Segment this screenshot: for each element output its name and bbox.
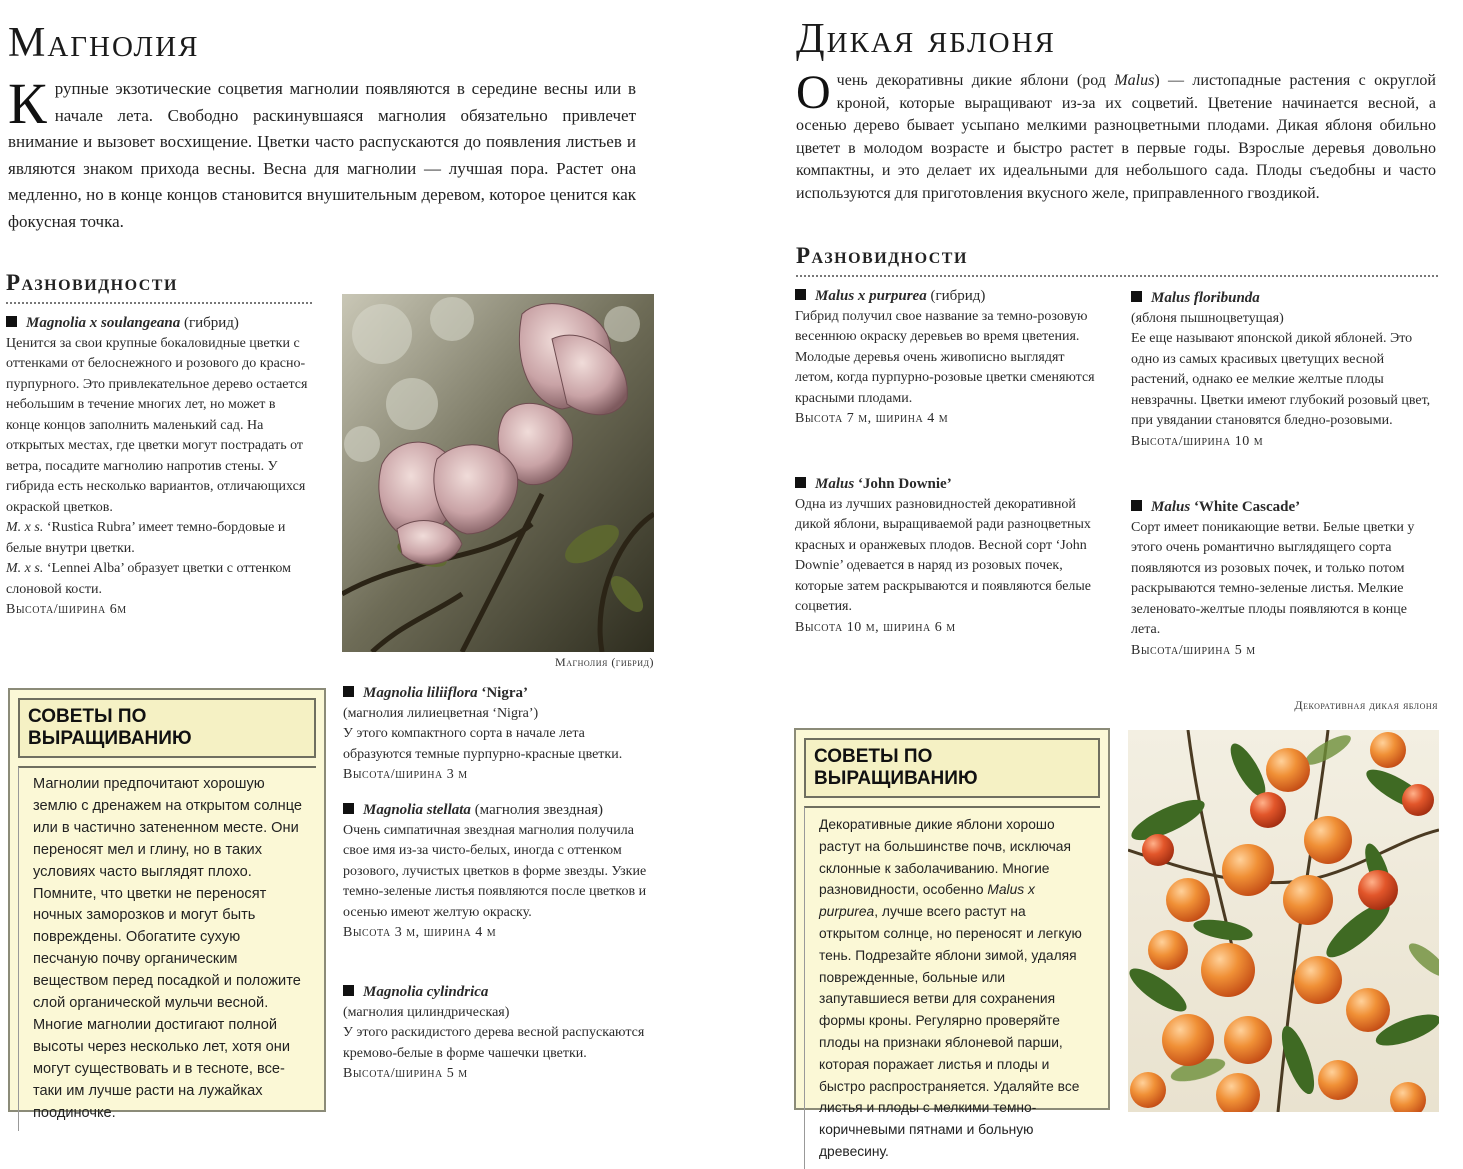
magnolia-intro [8, 71, 636, 235]
latin-name: Magnolia cylindrica [363, 984, 489, 1000]
photo-caption: Декоративная дикая яблоня [1294, 698, 1438, 712]
variety-magnolia-liliiflora [343, 683, 648, 786]
variety-malus-white-cascade [1131, 497, 1437, 661]
variety-note: (магнолия лилиецветная ‘Nigra’) [343, 705, 539, 721]
variety-size: Высота/ширина 6м [6, 602, 127, 617]
variety-header [343, 982, 648, 1003]
variety-header [1131, 497, 1437, 518]
variety-note: (гибрид) [180, 315, 239, 331]
latin-name: Malus [815, 476, 855, 492]
subvariant-text: ‘Lennei Alba’ образует цветки с оттенком слоновой кости. [6, 561, 291, 597]
intro-text: рупные экзотические соцветия магнолии появляются в середине весны или в начале лета. Свободно раскинувшаяся магнолия обязательно привлечет внимание и вызовет восхищение. Цветки часто распускаются до появления листьев и являются знаком прихода весны. Весна для магнолии — лучшая пора. Растет она медленно, но в конце концов становится внушительным деревом, которое ценится как фокусная точка. [8, 79, 636, 231]
tips-text: Магнолии предпочитают хорошую землю с дренажем на открытом солнце или в частично затененном месте. Они переносят мел и глину, но в таких условиях часто выглядят плохо. Помните, что цветки не переносят ночных заморозков и могут быть повреждены. Обогатите сухую песчаную почву органическим веществом перед посадкой и положите слой органической мульчи весной. Многие магнолии достигают полной высоты через несколько лет, хотя они могут существовать и в тесноте, все-таки им лучше расти на лужайках поодиночке. [18, 766, 316, 1131]
variety-description: Одна из лучших разновидностей декоративной дикой яблони, выращиваемой ради разноцветных красных и оранжевых плодов. Весной сорт ‘John Downie’ одевается в наряд из розовых почек, которые затем раскрываются и появляются белые соцветия. [795, 496, 1092, 614]
crab-apple-intro [796, 66, 1436, 206]
varieties-heading: Разновидности [796, 243, 1438, 277]
variety-description: Гибрид получил свое название за темно-розовую весеннюю окраску деревьев во время цветения. Молодые деревья очень живописно выглядят летом, когда пурпурно-розовые цветки сменяются красными плодами. [795, 308, 1095, 406]
intro-italic-genus: Malus [1114, 72, 1155, 89]
variety-header [343, 683, 648, 704]
variety-size: Высота/ширина 3 м [343, 767, 468, 782]
bullet-square-icon [1131, 291, 1142, 302]
subvariant-prefix: M. x s. [6, 561, 44, 576]
variety-description: У этого компактного сорта в начале лета образуются темные пурпурно-красные цветки. [343, 726, 623, 762]
variety-size: Высота/ширина 5 м [1131, 642, 1256, 658]
variety-magnolia-soulangeana [6, 313, 312, 621]
variety-size: Высота 3 м, ширина 4 м [343, 925, 497, 940]
cultivar-name: ‘John Downie’ [854, 476, 952, 492]
latin-name: Malus [1151, 499, 1191, 515]
variety-size: Высота/ширина 5 м [343, 1066, 468, 1081]
tips-text-part: , лучше всего растут на открытом солнце, но переносят и легкую тень. Подрезайте яблони зимой, удаляя поврежденные, больные или запутавшиеся ветви для сохранения формы кроны. Регулярно проверяйте плоды на признаки яблоневой парши, которая поражает листья и плоды и быстро распространяется. Удаляйте все листья и плоды с мелкими темно-коричневыми пятнами и больную древесину. [819, 904, 1082, 1159]
dropcap: О [796, 66, 831, 119]
variety-description: Очень симпатичная звездная магнолия получила свое имя из-за чисто-белых, иногда с оттенком розового, лучистых цветков в форме звезды. Узкие темно-зеленые листья появляются после цветков и осенью имеют желтую окраску. [343, 822, 647, 920]
latin-name: Malus floribunda [1151, 290, 1260, 306]
variety-header [6, 313, 312, 334]
tips-heading: СОВЕТЫ ПО ВЫРАЩИВАНИЮ [804, 738, 1100, 798]
variety-magnolia-stellata [343, 800, 648, 944]
latin-name: Magnolia liliiflora [363, 685, 478, 701]
bullet-square-icon [343, 686, 354, 697]
variety-header [343, 800, 648, 821]
variety-size: Высота 10 м, ширина 6 м [795, 619, 956, 635]
variety-header [795, 474, 1105, 495]
tips-text-part: Декоративные дикие яблони хорошо растут на большинстве почв, исключая склонные к заболачиванию. Многие разновидности, особенно [819, 817, 1071, 898]
variety-malus-purpurea [795, 286, 1105, 430]
magnolia-photo [342, 294, 654, 652]
bullet-square-icon [343, 803, 354, 814]
page-title-magnolia: Магнолия [8, 20, 200, 66]
cultivar-name: ‘White Cascade’ [1190, 499, 1301, 515]
page-title-crab-apple: Дикая яблоня [796, 16, 1056, 62]
variety-note: (магнолия цилиндрическая) [343, 1004, 510, 1020]
subvariant-prefix: M. x s. [6, 520, 44, 535]
crab-apple-photo [1128, 730, 1439, 1112]
variety-header [1131, 288, 1437, 309]
bullet-square-icon [795, 289, 806, 300]
variety-description: Ее еще называют японской дикой яблоней. Это одно из самых красивых цветущих весной растений, однако ее мелкие желтые плоды невзрачны. Цветки имеют глубокий розовый цвет, при увядании становятся бледно-розовыми. [1131, 331, 1431, 428]
latin-name: Magnolia stellata [363, 802, 471, 818]
tips-italic-name: Malus x purpurea [819, 882, 1035, 920]
variety-description: Ценится за свои крупные бокаловидные цветки с оттенками от белоснежного и розового до красно-пурпурного. Это привлекательное дерево остается небольшим в течение многих лет, но может в конце концов заполнить маленький сад. На открытых местах, где цветки могут пострадать от ветра, посадите магнолию напротив стены. У гибрида есть несколько вариантов, отличающихся окраской цветков. [6, 335, 308, 515]
intro-text: чень декоративны дикие яблони (род [836, 72, 1115, 89]
bullet-square-icon [1131, 500, 1142, 511]
bullet-square-icon [6, 316, 17, 327]
latin-name: Magnolia x soulangeana [26, 315, 181, 331]
intro-text: ) — листопадные растения с округлой кроной, которые выращивают из-за их соцветий. Цветение начинается весной, а осенью дерево бывает усыпано мелкими разноцветными плодами. Дикая яблоня обильно цветет в молодом возрасте и быстро растет в первые годы. Взрослые деревья довольно компактны, и это делает их идеальными для небольшого сада. Плоды съедобны и часто используются для приготовления вкусного желе, приправленного гвоздикой. [796, 72, 1436, 202]
variety-header [795, 286, 1105, 307]
bullet-square-icon [343, 985, 354, 996]
variety-note: (магнолия звездная) [470, 802, 604, 818]
growing-tips-box [8, 688, 326, 1121]
dropcap: К [8, 71, 47, 136]
subvariant-text: ‘Rustica Rubra’ имеет темно-бордовые и белые внутри цветки. [6, 520, 286, 556]
variety-subvariant [6, 518, 312, 559]
variety-magnolia-cylindrica [343, 982, 648, 1085]
tips-heading: СОВЕТЫ ПО ВЫРАЩИВАНИЮ [18, 698, 316, 758]
variety-description: У этого раскидистого дерева весной распускаются кремово-белые в форме чашечки цветки. [343, 1025, 645, 1061]
bullet-square-icon [795, 477, 806, 488]
variety-note: (яблоня пышноцветущая) [1131, 310, 1284, 326]
variety-description: Сорт имеет поникающие ветви. Белые цветки у этого очень романтично выглядящего сорта появляются из розовых почек, и только потом раскрываются темно-зеленые листья. Мелкие зеленовато-желтые плоды появляются в конце лета. [1131, 519, 1415, 637]
photo-caption: Магнолия (гибрид) [555, 655, 654, 669]
variety-malus-john-downie [795, 474, 1105, 638]
variety-malus-floribunda [1131, 288, 1437, 452]
latin-name: Malus x purpurea [815, 288, 927, 304]
growing-tips-box [794, 728, 1110, 1159]
varieties-heading: Разновидности [6, 270, 312, 304]
variety-note: (гибрид) [926, 288, 986, 304]
tips-text [804, 806, 1100, 1169]
variety-size: Высота 7 м, ширина 4 м [795, 411, 949, 426]
variety-size: Высота/ширина 10 м [1131, 433, 1264, 449]
cultivar-name: ‘Nigra’ [477, 685, 529, 701]
variety-subvariant [6, 559, 312, 600]
